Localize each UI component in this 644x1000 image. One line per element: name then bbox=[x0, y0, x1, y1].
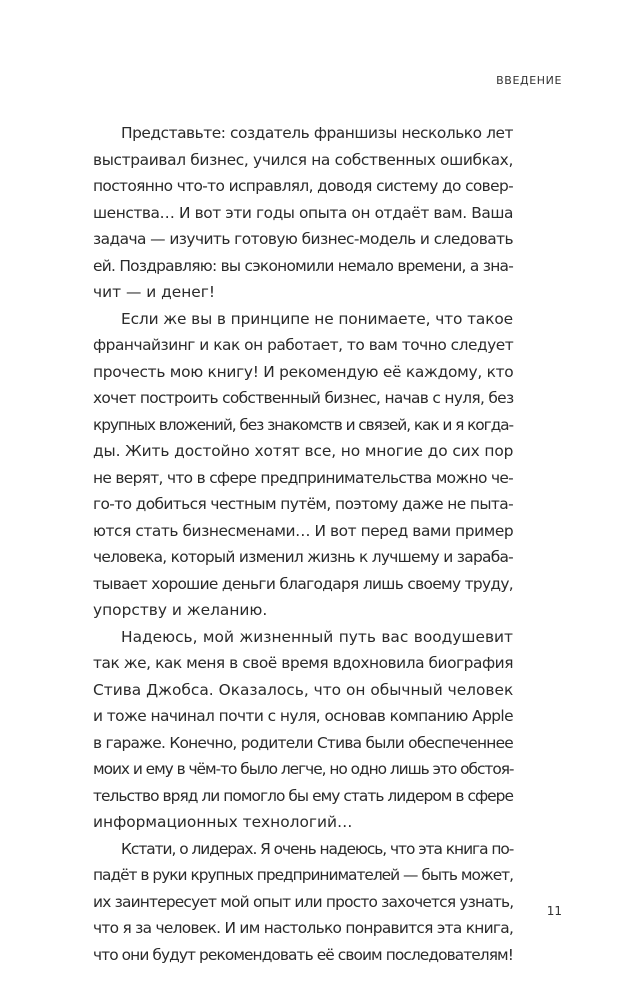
text-line: ей. Поздравляю: вы сэкономили немало времени, а зна- bbox=[93, 256, 513, 275]
text-line: упорству и желанию. bbox=[93, 601, 268, 619]
text-line: тывает хорошие деньги благодаря лишь своему труду, bbox=[93, 574, 513, 593]
body-text bbox=[93, 120, 513, 968]
text-line: чит — и денег! bbox=[93, 283, 216, 301]
text-line: Кстати, о лидерах. Я очень надеюсь, что эта книга по- bbox=[121, 839, 514, 858]
text-line: хочет построить собственный бизнес, начав с нуля, без bbox=[93, 389, 514, 407]
text-line: Если же вы в принципе не понимаете, что такое bbox=[121, 309, 513, 328]
text-line: Надеюсь, мой жизненный путь вас воодушевит bbox=[121, 627, 513, 646]
page-number: 11 bbox=[546, 904, 562, 918]
text-line: Представьте: создатель франшизы несколько лет bbox=[121, 124, 513, 142]
text-line: ды. Жить достойно хотят все, но многие до сих пор bbox=[93, 442, 514, 460]
text-line: моих и ему в чём-то было легче, но одно лишь это обстоя- bbox=[93, 760, 514, 778]
text-line: не верят, что в сфере предпринимательства можно че- bbox=[93, 468, 513, 487]
text-line: постоянно что-то исправлял, доводя систему до совер- bbox=[93, 177, 513, 195]
text-line: тельство вряд ли помогло бы ему стать лидером в сфере bbox=[93, 786, 513, 805]
text-line: го-то добиться честным путём, поэтому даже не пыта- bbox=[93, 495, 514, 513]
text-line: Стива Джобса. Оказалось, что он обычный человек bbox=[93, 680, 514, 699]
text-line: ются стать бизнесменами… И вот перед вами пример bbox=[93, 521, 514, 540]
text-line: информационных технологий… bbox=[93, 813, 353, 831]
text-line: падёт в руки крупных предпринимателей — быть может, bbox=[93, 866, 513, 884]
text-line: шенства… И вот эти годы опыта он отдаёт вам. Ваша bbox=[93, 203, 513, 222]
text-line: их заинтересует мой опыт или просто захочется узнать, bbox=[93, 892, 514, 911]
text-line: так же, как меня в своё время вдохновила биография bbox=[93, 654, 513, 672]
text-line: крупных вложений, без знакомств и связей, как и я когда- bbox=[93, 415, 513, 434]
text-line: франчайзинг и как он работает, то вам точно следует bbox=[93, 336, 514, 354]
text-line: что я за человек. И им настолько понравится эта книга, bbox=[93, 919, 514, 937]
text-line: выстраивал бизнес, учился на собственных ошибках, bbox=[93, 150, 513, 169]
running-header: ВВЕДЕНИЕ bbox=[496, 74, 562, 87]
text-line: задача — изучить готовую бизнес-модель и следовать bbox=[93, 230, 514, 248]
text-line: человека, который изменил жизнь к лучшему и зараба- bbox=[93, 548, 513, 566]
text-line: что они будут рекомендовать её своим последователям! bbox=[93, 945, 513, 964]
text-line: прочесть мою книгу! И рекомендую её каждому, кто bbox=[93, 362, 514, 381]
text-line: в гараже. Конечно, родители Стива были обеспеченнее bbox=[93, 733, 513, 752]
text-line: и тоже начинал почти с нуля, основав компанию Apple bbox=[93, 707, 513, 725]
